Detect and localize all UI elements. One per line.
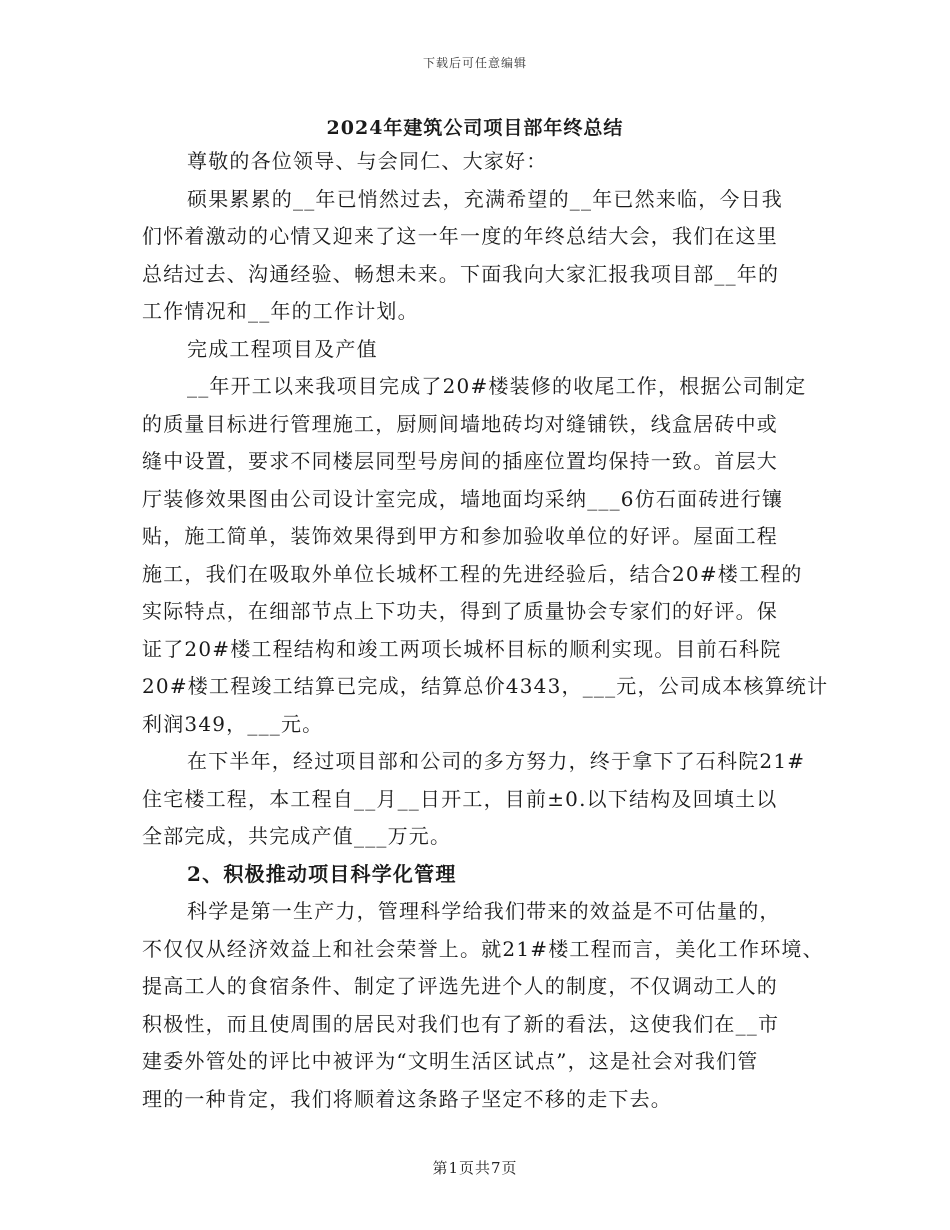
paragraph-line: 实际特点，在细部节点上下功夫，得到了质量协会专家们的好评。保 <box>142 599 778 623</box>
paragraph-line: 在下半年，经过项目部和公司的多方努力，终于拿下了石科院21# <box>187 749 806 773</box>
paragraph-line: 不仅仅从经济效益上和社会荣誉上。就21#楼工程而言，美化工作环境、 <box>142 936 824 961</box>
paragraph-line: 总结过去、沟通经验、畅想未来。下面我向大家汇报我项目部__年的 <box>142 261 780 286</box>
page-number: 第1页共7页 <box>432 1159 518 1177</box>
paragraph-line: 20#楼工程竣工结算已完成，结算总价4343，___元，公司成本核算统计 <box>142 674 829 698</box>
paragraph-line: 住宅楼工程，本工程自__月__日开工，目前±0.以下结构及回填土以 <box>142 786 778 811</box>
paragraph-line: 厅装修效果图由公司设计室完成，墙地面均采纳___6仿石面砖进行镶 <box>142 486 784 511</box>
paragraph-line: 利润349，___元。 <box>142 711 324 736</box>
document-title: 2024年建筑公司项目部年终总结 <box>326 117 624 139</box>
paragraph-line: 理的一种肯定，我们将顺着这条路子坚定不移的走下去。 <box>142 1086 672 1111</box>
paragraph-line: 证了20#楼工程结构和竣工两项长城杯目标的顺利实现。目前石科院 <box>142 636 782 661</box>
paragraph-line: 提高工人的食宿条件、制定了评选先进个人的制度，不仅调动工人的 <box>142 974 778 998</box>
paragraph-line: 全部完成，共完成产值___万元。 <box>142 824 452 848</box>
paragraph-line: 的质量目标进行管理施工，厨厕间墙地砖均对缝铺铁，线盒居砖中或 <box>142 411 778 436</box>
header-note: 下载后可任意编辑 <box>422 56 527 70</box>
paragraph-line: 贴，施工简单，装饰效果得到甲方和参加验收单位的好评。屋面工程 <box>142 524 778 548</box>
salutation-line: 尊敬的各位领导、与会同仁、大家好： <box>187 149 548 173</box>
section-heading: 完成工程项目及产值 <box>187 336 378 361</box>
paragraph-line: 科学是第一生产力，管理科学给我们带来的效益是不可估量的， <box>187 899 781 923</box>
section-heading: 2、积极推动项目科学化管理 <box>187 861 457 886</box>
paragraph-line: __年开工以来我项目完成了20#楼装修的收尾工作，根据公司制定 <box>187 374 807 398</box>
paragraph-line: 缝中设置，要求不同楼层同型号房间的插座位置均保持一致。首层大 <box>142 449 778 473</box>
paragraph-line: 施工，我们在吸取外单位长城杯工程的先进经验后，结合20#楼工程的 <box>142 561 803 586</box>
document-body <box>142 143 832 1118</box>
paragraph-line: 硕果累累的__年已悄然过去，充满希望的__年已然来临，今日我 <box>187 186 783 211</box>
paragraph-line: 积极性，而且使周围的居民对我们也有了新的看法，这使我们在__市 <box>142 1011 780 1036</box>
paragraph-line: 们怀着激动的心情又迎来了这一年一度的年终总结大会，我们在这里 <box>142 224 778 248</box>
paragraph-line: 建委外管处的评比中被评为“文明生活区试点”，这是社会对我们管 <box>142 1049 759 1073</box>
paragraph-line: 工作情况和__年的工作计划。 <box>142 299 419 323</box>
